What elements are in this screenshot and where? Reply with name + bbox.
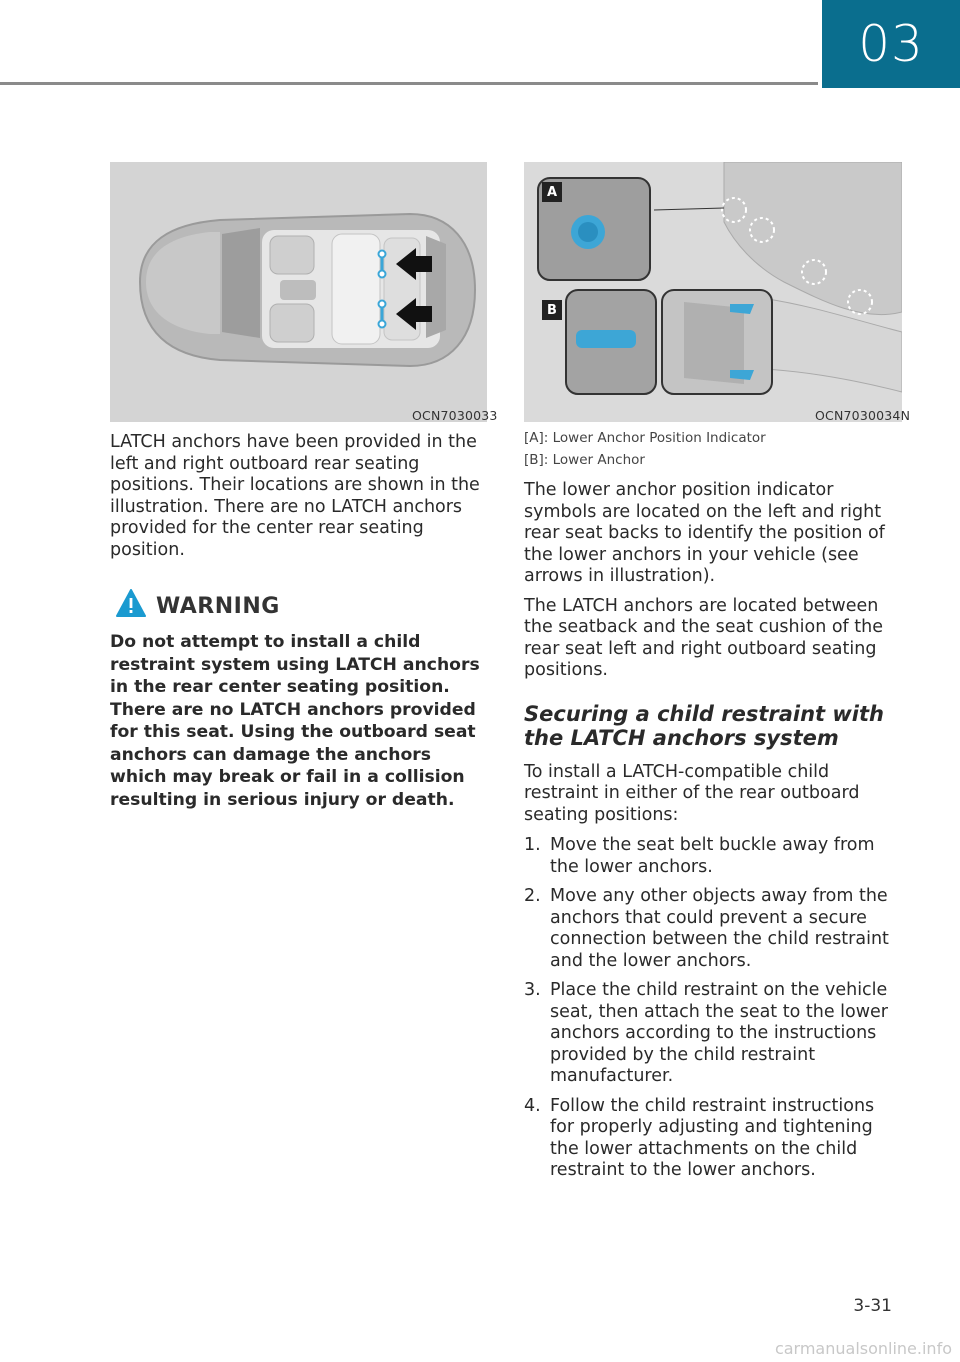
header-rule <box>0 82 818 85</box>
anchor-location-paragraph: The LATCH anchors are located between the seatback and the seat cushion of the rear seat left and right outboard seating positions. <box>524 595 883 680</box>
chapter-tab <box>822 0 960 88</box>
figure2-code: OCN7030034N <box>815 408 911 423</box>
install-intro-paragraph: To install a LATCH-compatible child restraint in either of the rear outboard seating positions: <box>524 761 860 825</box>
footer-watermark: carmanualsonline.info <box>774 1339 952 1358</box>
latch-intro-paragraph: LATCH anchors have been provided in the left and right outboard rear seating positions. Their locations are shown in the illustration. There are no LATCH anchors provided for the center rear seating position. <box>110 432 480 560</box>
label-b-badge: B <box>542 300 562 320</box>
list-item: 3. Place the child restraint on the vehicle seat, then attach the seat to the lower anchors according to the instructions provided by the child restraint manufacturer. <box>524 980 888 1086</box>
warning-heading <box>116 589 490 623</box>
list-item: 4. Follow the child restraint instructions for properly adjusting and tightening the lower attachments on the child restraint to the lower anchors. <box>524 1095 875 1180</box>
chapter-number: 03 <box>858 15 924 73</box>
car-top-view-illustration <box>110 162 487 422</box>
lower-anchor-illustration <box>524 162 902 422</box>
figure1-code: OCN7030033 <box>412 408 498 423</box>
right-column <box>524 428 902 1190</box>
caption-b: [B]: Lower Anchor <box>524 451 645 468</box>
page-number: 3-31 <box>853 1296 892 1316</box>
install-steps-list <box>524 835 902 1182</box>
section-subheading: Securing a child restraint with the LATCH anchors system <box>524 701 884 750</box>
label-a-badge: A <box>542 182 562 202</box>
warning-body: Do not attempt to install a child restraint system using LATCH anchors in the rear center seating position. There are no LATCH anchors provided for this seat. Using the outboard seat anchors can damage the anchors which may break or fail in a collision resulting in serious injury or death. <box>110 632 480 810</box>
left-column <box>110 432 490 811</box>
warning-title: WARNING <box>156 593 280 619</box>
list-item: 2. Move any other objects away from the anchors that could prevent a secure connection between the child restraint and the lower anchors. <box>524 886 889 971</box>
warning-icon <box>116 589 146 623</box>
indicator-paragraph: The lower anchor position indicator symbols are located on the left and right rear seat backs to identify the position of the lower anchors in your vehicle (see arrows in illustration). <box>524 480 885 586</box>
list-item: 1. Move the seat belt buckle away from the lower anchors. <box>524 835 875 877</box>
caption-a: [A]: Lower Anchor Position Indicator <box>524 430 766 446</box>
